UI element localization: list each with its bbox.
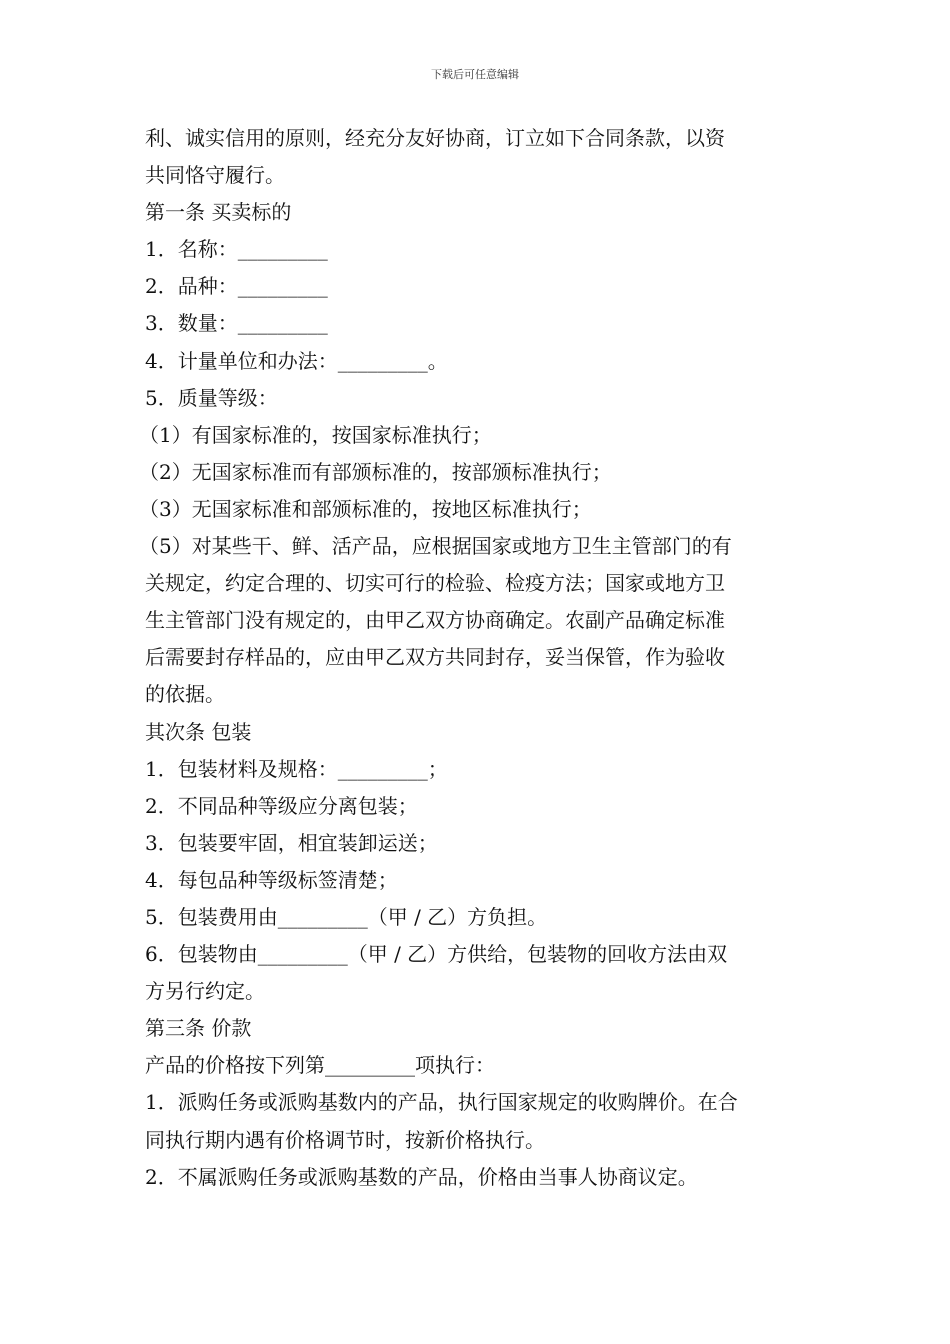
list-item: 5．包装费用由_________（甲 / 乙）方负担。: [145, 904, 548, 929]
list-item: 2．不属派购任务或派购基数的产品，价格由当事人协商议定。: [145, 1164, 698, 1189]
text-line: 后需要封存样品的，应由甲乙双方共同封存，妥当保管，作为验收: [145, 645, 725, 670]
text-line: 的依据。: [145, 682, 225, 707]
list-item: （3）无国家标准和部颁标准的，按地区标准执行；: [139, 496, 592, 521]
list-item: 1．名称：_________: [145, 237, 328, 262]
section-heading: 第一条 买卖标的: [145, 200, 292, 225]
list-item: （5）对某些干、鲜、活产品，应根据国家或地方卫生主管部门的有: [139, 534, 732, 559]
text-line: 共同恪守履行。: [145, 163, 285, 188]
list-item: 2．不同品种等级应分离包装；: [145, 793, 418, 818]
document-body: [139, 120, 810, 1196]
list-item: 1．派购任务或派购基数内的产品，执行国家规定的收购牌价。在合: [145, 1090, 738, 1115]
list-item: 6．包装物由_________（甲 / 乙）方供给，包装物的回收方法由双: [145, 942, 728, 967]
list-item: （2）无国家标准而有部颁标准的，按部颁标准执行；: [139, 459, 612, 484]
text-line: 利、诚实信用的原则，经充分友好协商，订立如下合同条款，以资: [145, 126, 725, 150]
section-heading: 其次条 包装: [145, 719, 252, 744]
list-item: 2．品种：_________: [145, 274, 328, 299]
list-item: （1）有国家标准的，按国家标准执行；: [139, 422, 492, 447]
list-item: 4．每包品种等级标签清楚；: [145, 867, 398, 892]
text-line: 关规定，约定合理的、切实可行的检验、检疫方法；国家或地方卫: [145, 571, 725, 596]
text-line: 产品的价格按下列第_________项执行：: [145, 1053, 495, 1078]
text-line: 同执行期内遇有价格调节时，按新价格执行。: [145, 1127, 545, 1152]
section-heading: 第三条 价款: [145, 1016, 252, 1041]
text-line: 生主管部门没有规定的，由甲乙双方协商确定。农副产品确定标准: [145, 608, 725, 633]
list-item: 3．包装要牢固，相宜装卸运送；: [145, 830, 438, 855]
list-item: 5．质量等级：: [145, 385, 278, 410]
list-item: 4．计量单位和办法：_________。: [145, 348, 448, 373]
page-header: 下载后可任意编辑: [431, 68, 519, 81]
list-item: 3．数量：_________: [145, 311, 328, 336]
text-line: 方另行约定。: [145, 979, 265, 1004]
list-item: 1．包装材料及规格：_________；: [145, 756, 448, 781]
